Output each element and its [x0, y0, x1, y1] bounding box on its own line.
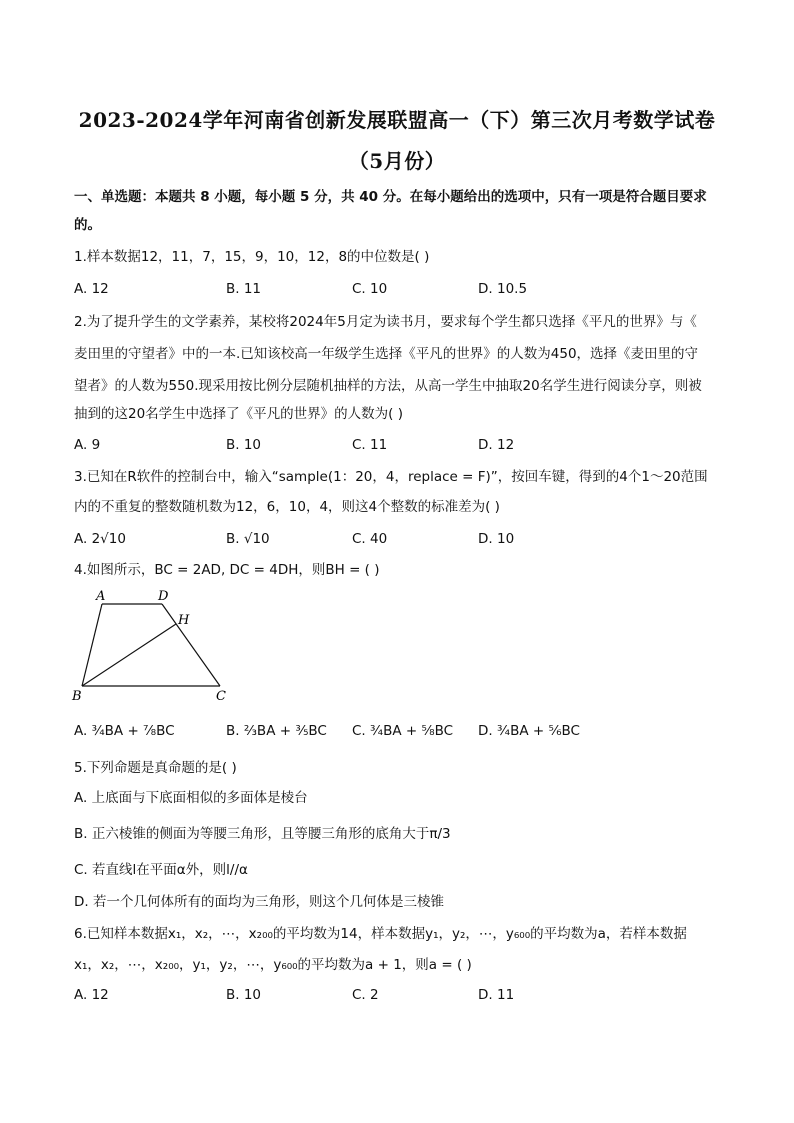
section-instructions-line2: 的。 — [74, 217, 101, 233]
segment-ab — [82, 604, 102, 686]
q6-option-b: B. 10 — [226, 987, 262, 1003]
question-5-stem: 5.下列命题是真命题的是( ) — [74, 760, 237, 776]
question-3-line1: 3.已知在R软件的控制台中，输入“sample(1：20，4，replace = F)”，按回车键，得到的4个1～20范围 — [74, 469, 708, 485]
q3-option-b: B. √10 — [226, 531, 270, 547]
q4-option-c: C. ¾BA + ⅝BC — [352, 723, 454, 739]
exam-subtitle: （5月份） — [348, 149, 446, 173]
segment-dc — [162, 604, 220, 686]
question-1-stem: 1.样本数据12，11，7，15，9，10，12，8的中位数是( ) — [74, 249, 430, 265]
label-a: A — [96, 589, 106, 604]
q5-option-a: A. 上底面与下底面相似的多面体是棱台 — [74, 790, 308, 806]
trapezoid-figure — [70, 584, 240, 710]
q6-option-a: A. 12 — [74, 987, 109, 1003]
q1-option-d: D. 10.5 — [478, 281, 528, 297]
question-4-stem: 4.如图所示，BC = 2AD, DC = 4DH，则BH = ( ) — [74, 562, 380, 578]
q2-option-b: B. 10 — [226, 437, 262, 453]
question-2-line3: 望者》的人数为550.现采用按比例分层随机抽样的方法，从高一学生中抽取20名学生进行阅读分享，则被 — [74, 378, 702, 394]
q3-option-d: D. 10 — [478, 531, 515, 547]
segment-bh — [82, 624, 176, 686]
q4-option-d: D. ¾BA + ⅚BC — [478, 723, 580, 739]
q4-option-b: B. ⅔BA + ⅗BC — [226, 723, 327, 739]
q6-option-c: C. 2 — [352, 987, 379, 1003]
label-d: D — [158, 589, 169, 604]
question-6-line1: 6.已知样本数据x₁，x₂，⋯，x₂₀₀的平均数为14，样本数据y₁，y₂，⋯，y₆₀₀的平均数为a，若样本数据 — [74, 926, 687, 942]
question-2-line4: 抽到的这20名学生中选择了《平凡的世界》的人数为( ) — [74, 406, 404, 422]
question-2-line2: 麦田里的守望者》中的一本.已知该校高一年级学生选择《平凡的世界》的人数为450，选择《麦田里的守 — [74, 346, 699, 362]
q1-option-b: B. 11 — [226, 281, 262, 297]
question-3-line2: 内的不重复的整数随机数为12，6，10，4，则这4个整数的标准差为( ) — [74, 499, 500, 515]
q4-option-a: A. ¾BA + ⅞BC — [74, 723, 175, 739]
q1-option-c: C. 10 — [352, 281, 388, 297]
q1-option-a: A. 12 — [74, 281, 109, 297]
question-6-line2: x₁，x₂，⋯，x₂₀₀，y₁，y₂，⋯，y₆₀₀的平均数为a + 1，则a = ( ) — [74, 957, 472, 973]
q2-option-a: A. 9 — [74, 437, 101, 453]
q5-option-b: B. 正六棱锥的侧面为等腰三角形，且等腰三角形的底角大于π/3 — [74, 826, 451, 842]
exam-title: 2023-2024学年河南省创新发展联盟高一（下）第三次月考数学试卷 — [78, 108, 716, 132]
label-b: B — [72, 689, 82, 704]
q6-option-d: D. 11 — [478, 987, 515, 1003]
section-instructions-line1: 一、单选题：本题共 8 小题，每小题 5 分，共 40 分。在每小题给出的选项中，只有一项是符合题目要求 — [74, 189, 707, 205]
q5-option-c: C. 若直线l在平面α外，则l//α — [74, 862, 248, 878]
q3-option-a: A. 2√10 — [74, 531, 126, 547]
label-h: H — [178, 613, 190, 628]
q5-option-d: D. 若一个几何体所有的面均为三角形，则这个几何体是三棱锥 — [74, 894, 444, 910]
question-2-line1: 2.为了提升学生的文学素养，某校将2024年5月定为读书月，要求每个学生都只选择《平凡的世界》与《 — [74, 314, 697, 330]
q3-option-c: C. 40 — [352, 531, 388, 547]
trapezoid-diagram — [70, 584, 240, 710]
q2-option-d: D. 12 — [478, 437, 515, 453]
label-c: C — [216, 689, 226, 704]
q2-option-c: C. 11 — [352, 437, 388, 453]
